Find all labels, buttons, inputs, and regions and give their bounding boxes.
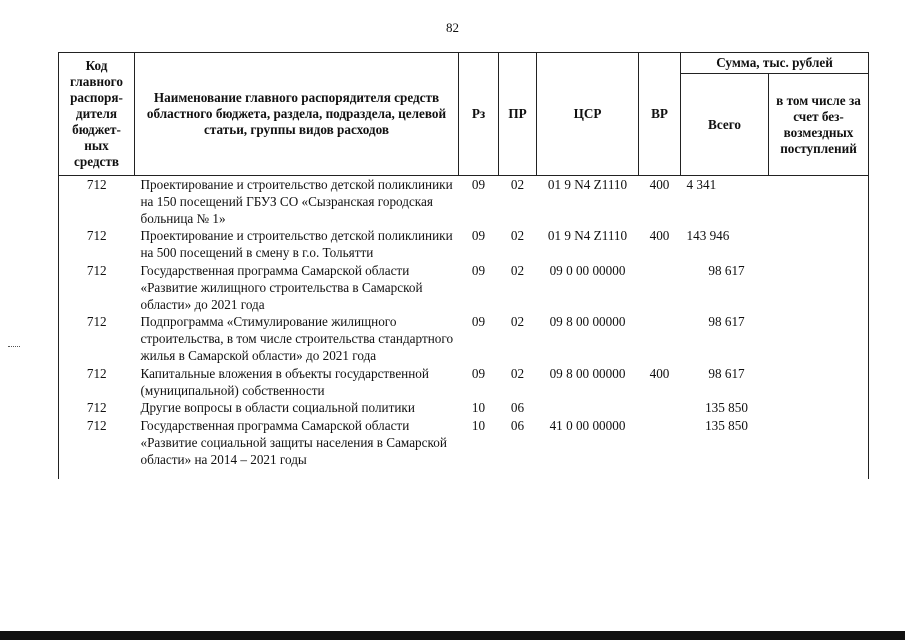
cell-vr <box>639 418 681 478</box>
cell-vr <box>639 400 681 418</box>
cell-total: 98 617 <box>708 365 745 381</box>
cell-vr: 400 <box>649 228 670 244</box>
cell-name: Проектирование и строительство детской поликлиники на 150 посещений ГБУЗ СО «Сызранская городская больница № 1» <box>140 177 453 226</box>
cell-code: 712 <box>59 366 135 401</box>
header-code: Код главного распоря-дителя бюджет-ных средств <box>59 53 135 176</box>
table-row <box>59 263 869 314</box>
cell-vr: 400 <box>649 365 670 381</box>
cell-vr: 400 <box>649 177 670 192</box>
cell-pr: 02 <box>510 262 525 278</box>
cell-free <box>769 176 869 229</box>
cell-rz: 09 <box>471 177 486 192</box>
cell-name: Проектирование и строительство детской поликлиники на 500 посещений в смену в г.о. Тольятти <box>140 228 453 261</box>
cell-rz: 09 <box>471 365 486 381</box>
header-csr: ЦСР <box>537 53 639 176</box>
cell-free <box>769 418 869 478</box>
cell-csr: 01 9 N4 Z1110 <box>547 177 628 192</box>
cell-total: 98 617 <box>708 262 745 278</box>
cell-rz: 09 <box>471 228 486 244</box>
cell-rz: 09 <box>471 314 486 330</box>
table-header <box>59 53 869 176</box>
budget-table <box>58 52 869 479</box>
header-rz: Рз <box>459 53 499 176</box>
cell-total: 143 946 <box>686 228 730 244</box>
cell-csr: 09 0 00 00000 <box>549 262 626 278</box>
cell-csr <box>537 400 639 418</box>
cell-code: 712 <box>59 314 135 365</box>
cell-code: 712 <box>59 263 135 314</box>
table-row <box>59 418 869 478</box>
cell-csr: 41 0 00 00000 <box>549 418 626 434</box>
header-vr: ВР <box>639 53 681 176</box>
cell-vr <box>639 314 681 365</box>
cell-csr: 09 8 00 00000 <box>549 365 626 381</box>
table-row <box>59 366 869 401</box>
cell-name: Другие вопросы в области социальной политики <box>140 400 415 416</box>
header-name: Наименование главного распорядителя средств областного бюджета, раздела, подраздела, целевой статьи, группы видов расходов <box>135 53 459 176</box>
table-row <box>59 400 869 418</box>
cell-name: Капитальные вложения в объекты государственной (муниципальной) собственности <box>140 365 429 398</box>
cell-csr: 01 9 N4 Z1110 <box>547 228 628 244</box>
cell-total: 135 850 <box>705 418 748 434</box>
cell-code: 712 <box>59 228 135 263</box>
cell-pr: 02 <box>510 177 525 192</box>
cell-pr: 02 <box>510 314 525 330</box>
cell-name: Подпрограмма «Стимулирование жилищного строительства, в том числе строительства стандартного жилья в Самарской области» до 2021 года <box>140 314 454 363</box>
cell-total: 4 341 <box>686 177 717 192</box>
cell-csr: 09 8 00 00000 <box>549 314 626 330</box>
cell-total: 135 850 <box>705 400 748 416</box>
cell-free <box>769 228 869 263</box>
cell-pr: 02 <box>510 365 525 381</box>
cell-rz: 09 <box>471 262 486 278</box>
cell-name: Государственная программа Самарской области «Развитие жилищного строительства в Самарской области» до 2021 года <box>140 262 423 312</box>
cell-pr: 02 <box>510 228 525 244</box>
cell-pr: 06 <box>510 400 525 416</box>
cell-name: Государственная программа Самарской области «Развитие социальной защиты населения в Самарской области» на 2014 – 2021 годы <box>140 418 447 467</box>
header-total: Всего <box>681 74 769 176</box>
cell-total: 98 617 <box>708 314 745 330</box>
cell-rz: 10 <box>471 400 486 416</box>
table-body <box>59 176 869 479</box>
header-free: в том числе за счет без-возмездных поступлений <box>769 74 869 176</box>
cell-free <box>769 314 869 365</box>
cell-vr <box>639 263 681 314</box>
margin-mark <box>8 346 20 348</box>
cell-code: 712 <box>59 418 135 478</box>
table-row <box>59 176 869 229</box>
cell-code: 712 <box>59 400 135 418</box>
table-row <box>59 228 869 263</box>
scan-bottom-edge <box>0 631 905 640</box>
cell-pr: 06 <box>510 418 525 434</box>
cell-free <box>769 263 869 314</box>
table-row <box>59 314 869 365</box>
page-number: 82 <box>446 20 459 35</box>
cell-free <box>769 366 869 401</box>
header-sum: Сумма, тыс. рублей <box>681 53 869 74</box>
cell-free <box>769 400 869 418</box>
cell-code: 712 <box>59 176 135 229</box>
header-pr: ПР <box>499 53 537 176</box>
cell-rz: 10 <box>471 418 486 434</box>
